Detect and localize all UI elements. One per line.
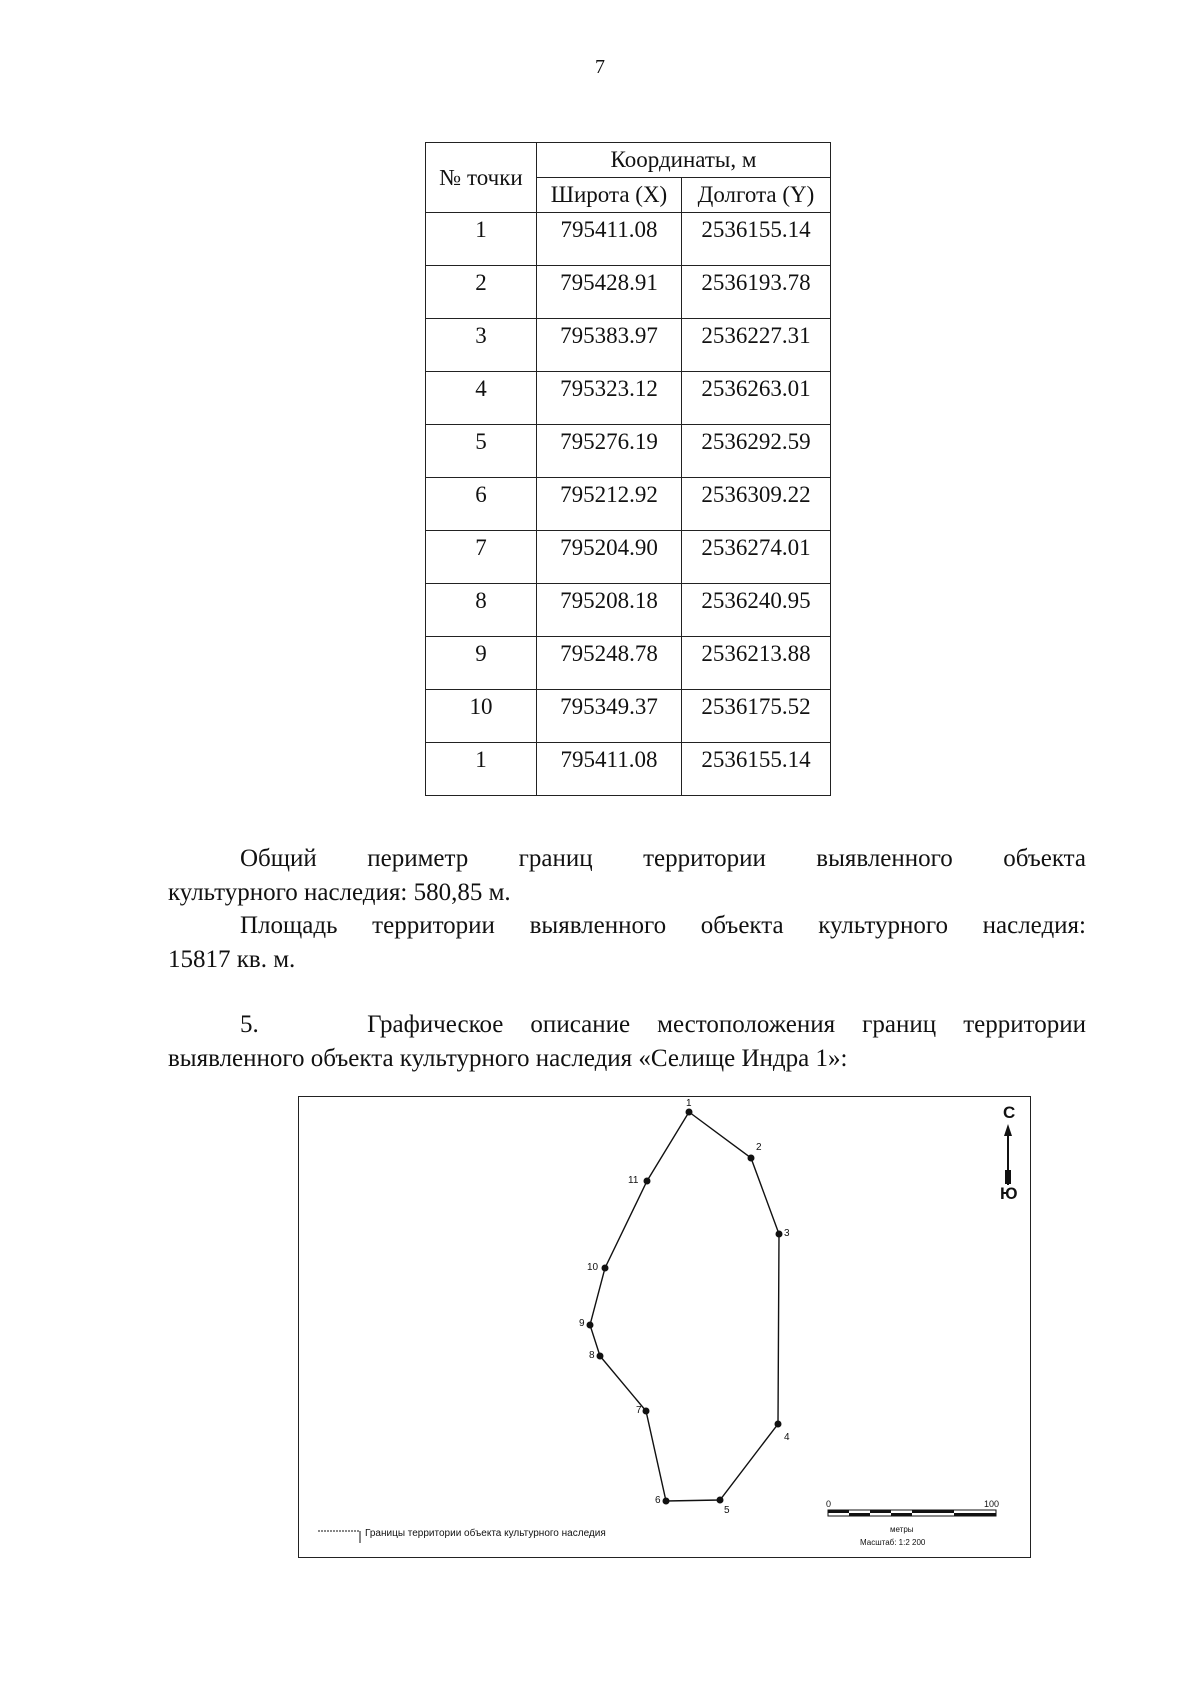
area-text-line1: Площадь территории выявленного объекта культурного наследия: xyxy=(240,912,1086,939)
cell-x: 795208.18 xyxy=(537,584,682,637)
section-heading-line2: выявленного объекта культурного наследия «Селище Индра 1»: xyxy=(168,1045,848,1072)
cell-x: 795204.90 xyxy=(537,531,682,584)
cell-y: 2536213.88 xyxy=(682,637,831,690)
point-10 xyxy=(602,1265,609,1272)
cell-point: 7 xyxy=(426,531,537,584)
cell-y: 2536227.31 xyxy=(682,319,831,372)
cell-point: 1 xyxy=(426,743,537,796)
boundary-points xyxy=(587,1109,783,1505)
section-heading-line1: 5. Графическое описание местоположения границ территории xyxy=(240,1011,1086,1038)
cell-x: 795428.91 xyxy=(537,266,682,319)
point-label: 10 xyxy=(587,1262,599,1273)
header-y: Долгота (Y) xyxy=(682,178,831,213)
point-label: 8 xyxy=(589,1350,595,1361)
cell-x: 795248.78 xyxy=(537,637,682,690)
cell-x: 795323.12 xyxy=(537,372,682,425)
cell-y: 2536292.59 xyxy=(682,425,831,478)
point-label: 2 xyxy=(756,1142,762,1153)
point-5 xyxy=(717,1497,724,1504)
legend-symbol xyxy=(318,1531,360,1543)
cell-point: 10 xyxy=(426,690,537,743)
point-label: 6 xyxy=(655,1495,661,1506)
page-number: 7 xyxy=(595,56,605,78)
cell-x: 795411.08 xyxy=(537,213,682,266)
cell-x: 795411.08 xyxy=(537,743,682,796)
point-label: 7 xyxy=(636,1405,642,1416)
boundary-polygon xyxy=(590,1112,779,1501)
cell-point: 8 xyxy=(426,584,537,637)
scale-ratio-label: Масштаб: 1:2 200 xyxy=(860,1538,926,1547)
cell-y: 2536274.01 xyxy=(682,531,831,584)
cell-y: 2536193.78 xyxy=(682,266,831,319)
cell-y: 2536155.14 xyxy=(682,743,831,796)
point-6 xyxy=(663,1498,670,1505)
area-text-line2: 15817 кв. м. xyxy=(168,946,296,973)
scale-unit-label: метры xyxy=(890,1525,914,1534)
point-4 xyxy=(775,1421,782,1428)
cell-point: 9 xyxy=(426,637,537,690)
cell-y: 2536240.95 xyxy=(682,584,831,637)
point-label: 5 xyxy=(724,1505,730,1516)
point-11 xyxy=(644,1178,651,1185)
perimeter-text-line2: культурного наследия: 580,85 м. xyxy=(168,879,511,906)
point-8 xyxy=(597,1353,604,1360)
perimeter-text-line1: Общий периметр границ территории выявленного объекта xyxy=(240,845,1086,872)
cell-point: 4 xyxy=(426,372,537,425)
cell-x: 795349.37 xyxy=(537,690,682,743)
point-label: 4 xyxy=(784,1432,790,1443)
cell-point: 1 xyxy=(426,213,537,266)
point-7 xyxy=(643,1408,650,1415)
legend-label: Границы территории объекта культурного наследия xyxy=(365,1528,606,1539)
cell-y: 2536155.14 xyxy=(682,213,831,266)
header-coords: Координаты, м xyxy=(537,143,831,178)
cell-x: 795383.97 xyxy=(537,319,682,372)
cell-point: 5 xyxy=(426,425,537,478)
cell-point: 6 xyxy=(426,478,537,531)
north-arrow-icon xyxy=(1004,1124,1012,1185)
scale-max-label: 100 xyxy=(984,1499,1000,1509)
cell-point: 3 xyxy=(426,319,537,372)
cell-x: 795276.19 xyxy=(537,425,682,478)
header-point: № точки xyxy=(426,143,537,213)
cell-y: 2536175.52 xyxy=(682,690,831,743)
point-label: 11 xyxy=(628,1175,639,1186)
cell-y: 2536309.22 xyxy=(682,478,831,531)
point-1 xyxy=(686,1109,693,1116)
point-9 xyxy=(587,1322,594,1329)
scale-bar xyxy=(828,1510,996,1516)
cell-y: 2536263.01 xyxy=(682,372,831,425)
scale-zero-label: 0 xyxy=(826,1499,832,1509)
cell-point: 2 xyxy=(426,266,537,319)
point-3 xyxy=(776,1231,783,1238)
header-x: Широта (X) xyxy=(537,178,682,213)
south-label: Ю xyxy=(1000,1184,1018,1203)
point-label: 1 xyxy=(686,1098,692,1109)
north-label: С xyxy=(1003,1103,1016,1122)
point-label: 9 xyxy=(579,1318,585,1329)
point-label: 3 xyxy=(784,1228,790,1239)
point-2 xyxy=(748,1155,755,1162)
cell-x: 795212.92 xyxy=(537,478,682,531)
